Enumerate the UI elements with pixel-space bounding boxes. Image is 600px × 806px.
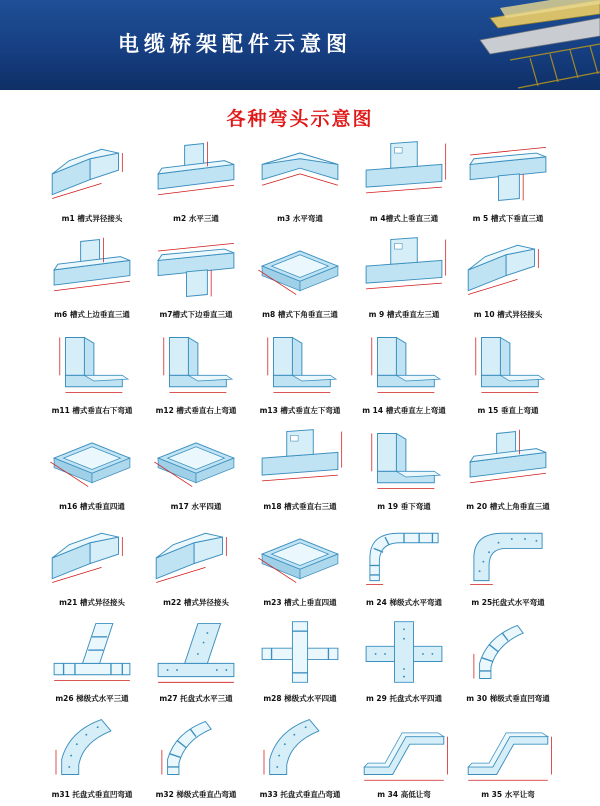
ladder-vertical-diagram-icon (458, 616, 558, 688)
vertical-diagram-icon (146, 328, 246, 400)
down-tee-diagram-icon (146, 232, 246, 304)
fitting-label: m 35 水平让弯 (481, 790, 535, 799)
fittings-row (40, 710, 560, 806)
fitting-item (248, 134, 352, 230)
fitting-label: m22 槽式异径接头 (163, 598, 229, 607)
fitting-label: m3 水平弯通 (277, 214, 323, 223)
fitting-item (40, 326, 144, 422)
fitting-label: m7槽式下边垂直三通 (159, 310, 233, 319)
fitting-label: m 30 梯级式垂直凹弯通 (466, 694, 550, 703)
fitting-label: m23 槽式上垂直四通 (263, 598, 337, 607)
fitting-label: m6 槽式上边垂直三通 (54, 310, 130, 319)
fitting-label: m32 梯级式垂直凸弯通 (155, 790, 237, 799)
fitting-item (456, 422, 560, 518)
fitting-item (144, 518, 248, 614)
fitting-label: m 9 槽式垂直左三通 (368, 310, 440, 319)
fitting-item (456, 134, 560, 230)
fitting-label: m27 托盘式水平三通 (159, 694, 233, 703)
fitting-item (144, 230, 248, 326)
vertical-diagram-icon (250, 328, 350, 400)
fitting-item (352, 614, 456, 710)
ladder-cross-diagram-icon (250, 616, 350, 688)
reducer-diagram-icon (42, 136, 142, 208)
fitting-label: m21 槽式异径接头 (59, 598, 125, 607)
fitting-label: m33 托盘式垂直凸弯通 (259, 790, 341, 799)
fitting-label: m13 槽式垂直左下弯通 (259, 406, 341, 415)
fitting-item (248, 614, 352, 710)
page-title: 电缆桥架配件示意图 (118, 32, 352, 56)
fitting-item (40, 518, 144, 614)
fitting-item (40, 230, 144, 326)
vertical-diagram-icon (354, 328, 454, 400)
up-tee-diagram-icon (354, 136, 454, 208)
fitting-label: m2 水平三通 (173, 214, 219, 223)
fitting-item (352, 326, 456, 422)
fitting-item (248, 326, 352, 422)
fitting-item (456, 326, 560, 422)
fitting-item (456, 230, 560, 326)
fitting-label: m 20 槽式上角垂直三通 (466, 502, 550, 511)
fitting-item (352, 518, 456, 614)
fittings-row (40, 326, 560, 422)
fitting-label: m12 槽式垂直右上弯通 (155, 406, 237, 415)
tray-elbow-diagram-icon (458, 520, 558, 592)
fitting-item (352, 230, 456, 326)
fitting-label: m28 梯级式水平四通 (263, 694, 337, 703)
reducer-diagram-icon (146, 520, 246, 592)
fitting-label: m8 槽式下角垂直三通 (262, 310, 338, 319)
header-banner (0, 0, 600, 90)
fitting-label: m26 梯级式水平三通 (55, 694, 129, 703)
vertical-diagram-icon (458, 328, 558, 400)
fitting-item (248, 422, 352, 518)
tee-diagram-icon (458, 424, 558, 496)
fitting-label: m 4槽式上垂直三通 (369, 214, 439, 223)
cross-diagram-icon (250, 520, 350, 592)
down-tee-diagram-icon (458, 136, 558, 208)
offset-diagram-icon (354, 712, 454, 784)
fitting-item (456, 518, 560, 614)
fitting-item (456, 614, 560, 710)
fitting-label: m17 水平四通 (170, 502, 222, 511)
fitting-label: m18 槽式垂直右三通 (263, 502, 337, 511)
cross-diagram-icon (250, 232, 350, 304)
fitting-label: m 19 垂下弯通 (377, 502, 431, 511)
tray-vertical-diagram-icon (250, 712, 350, 784)
tee-diagram-icon (42, 232, 142, 304)
fitting-label: m 25托盘式水平弯通 (471, 598, 545, 607)
fitting-item (144, 134, 248, 230)
fitting-item (248, 230, 352, 326)
tray-cross-diagram-icon (354, 616, 454, 688)
fittings-grid (40, 134, 560, 806)
fitting-label: m16 槽式垂直四通 (59, 502, 125, 511)
cross-diagram-icon (42, 424, 142, 496)
fitting-label: m11 槽式垂直右下弯通 (51, 406, 133, 415)
fitting-label: m 34 高低让弯 (377, 790, 431, 799)
section-title: 各种弯头示意图 (226, 108, 374, 130)
fitting-item (352, 422, 456, 518)
ladder-elbow-diagram-icon (354, 520, 454, 592)
reducer-diagram-icon (42, 520, 142, 592)
fitting-item (352, 134, 456, 230)
fittings-row (40, 134, 560, 230)
cable-tray-product-photo (470, 0, 600, 90)
fitting-item (248, 710, 352, 806)
ladder-tee-diagram-icon (42, 616, 142, 688)
fittings-row (40, 614, 560, 710)
reducer-diagram-icon (458, 232, 558, 304)
fitting-item (248, 518, 352, 614)
up-tee-diagram-icon (354, 232, 454, 304)
fitting-item (40, 614, 144, 710)
fitting-label: m1 槽式异径接头 (61, 214, 123, 223)
fittings-row (40, 422, 560, 518)
elbow-diagram-icon (250, 136, 350, 208)
fitting-item (40, 422, 144, 518)
fitting-item (144, 710, 248, 806)
fitting-item (40, 134, 144, 230)
cross-diagram-icon (146, 424, 246, 496)
ladder-vertical-diagram-icon (146, 712, 246, 784)
fittings-row (40, 230, 560, 326)
fitting-item (144, 422, 248, 518)
fitting-item (144, 614, 248, 710)
fitting-item (144, 326, 248, 422)
fitting-label: m 14 槽式垂直左上弯通 (362, 406, 446, 415)
vertical-diagram-icon (42, 328, 142, 400)
tray-vertical-diagram-icon (42, 712, 142, 784)
fitting-label: m31 托盘式垂直凹弯通 (51, 790, 133, 799)
fitting-item (456, 710, 560, 806)
fitting-label: m 5 槽式下垂直三通 (472, 214, 544, 223)
fitting-item (352, 710, 456, 806)
fitting-label: m 15 垂直上弯通 (477, 406, 539, 415)
tray-tee-diagram-icon (146, 616, 246, 688)
fittings-row (40, 518, 560, 614)
vertical-diagram-icon (354, 424, 454, 496)
fitting-item (40, 710, 144, 806)
fitting-label: m 10 槽式异径接头 (473, 310, 543, 319)
fitting-label: m 24 梯级式水平弯通 (366, 598, 442, 607)
up-tee-diagram-icon (250, 424, 350, 496)
tee-diagram-icon (146, 136, 246, 208)
offset-diagram-icon (458, 712, 558, 784)
fitting-label: m 29 托盘式水平四通 (366, 694, 442, 703)
